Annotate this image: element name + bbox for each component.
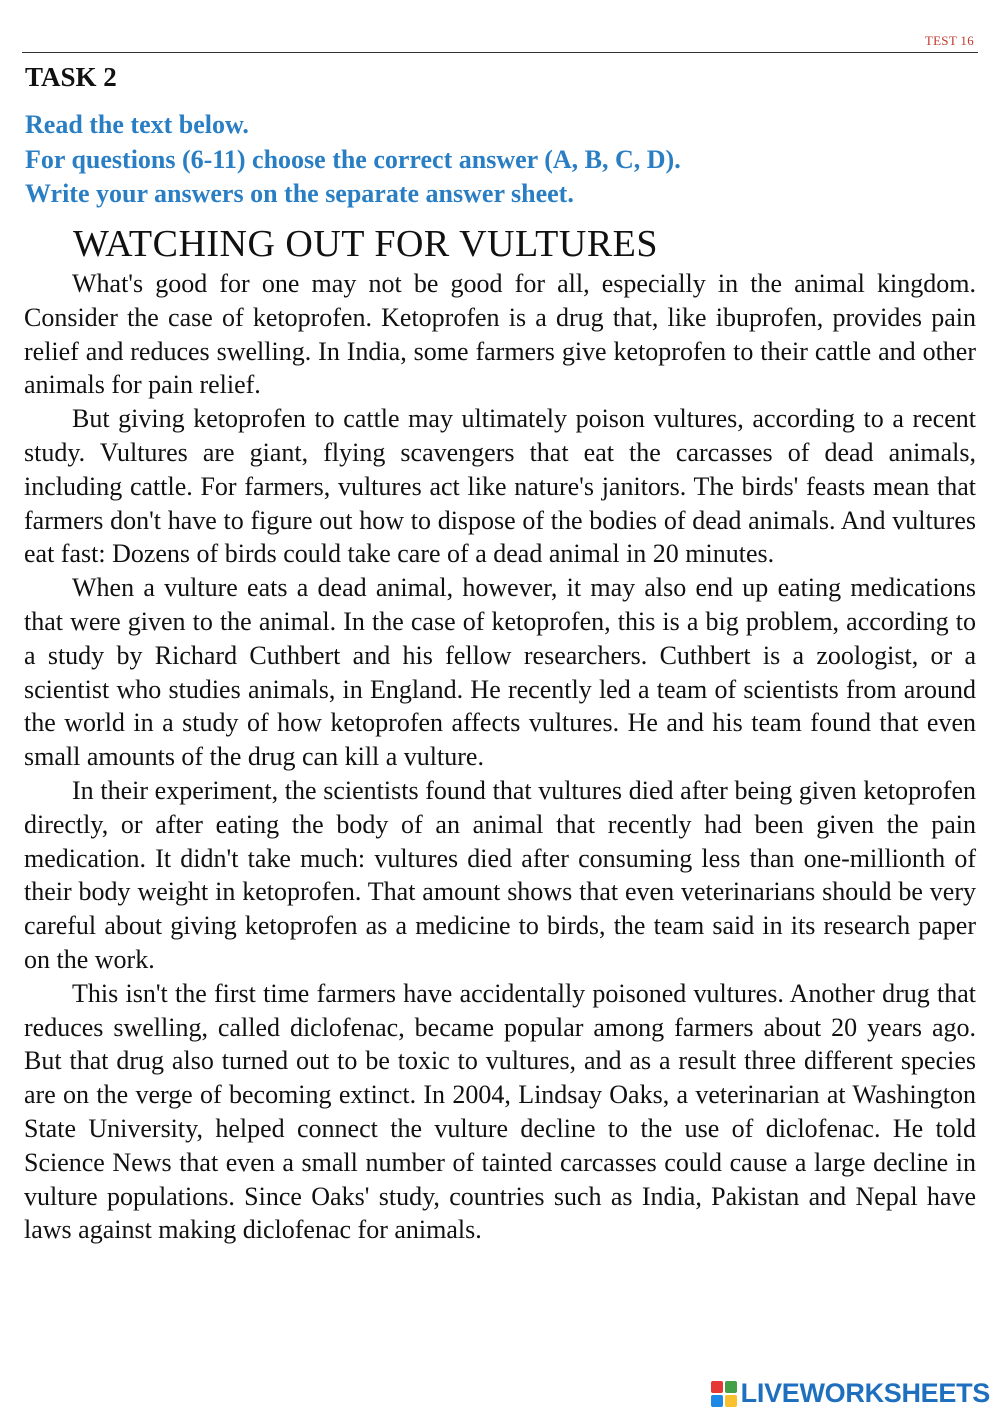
article-paragraph: What's good for one may not be good for all, especially in the animal kingdom. Consider the case of ketoprofen. Ketoprofen is a drug that, like ibuprofen, provides pain relief and reduces swelling. In India, some farmers give ketoprofen to their cattle and other animals for pain relief. — [24, 269, 976, 400]
article-body — [24, 267, 976, 1247]
article-paragraph: This isn't the first time farmers have accidentally poisoned vultures. Another drug that reduces swelling, called diclofenac, became popular among farmers about 20 years ago. But that drug also turned out to be toxic to vultures, and as a result three different species are on the verge of becoming extinct. In 2004, Lindsay Oaks, a veterinarian at Washington State University, helped connect the vulture decline to the use of diclofenac. He told Science News that even a small number of tainted carcasses could cause a large decline in vulture populations. Since Oaks' study, countries such as India, Pakistan and Nepal have laws against making diclofenac for animals. — [24, 978, 976, 1245]
header-divider — [22, 52, 978, 53]
logo-square — [725, 1381, 737, 1393]
article-title: WATCHING OUT FOR VULTURES — [73, 223, 659, 265]
instruction-line: Write your answers on the separate answer sheet. — [25, 179, 574, 208]
article-paragraph: When a vulture eats a dead animal, however, it may also end up eating medications that were given to the animal. In the case of ketoprofen, this is a big problem, according to a study by Richard Cuthbert and his fellow researchers. Cuthbert is a zoologist, or a scientist who studies animals, in England. He recently led a team of scientists from around the world in a study of how ketoprofen affects vultures. He and his team found that even small amounts of the drug can kill a vulture. — [24, 573, 976, 772]
article-paragraph: But giving ketoprofen to cattle may ultimately poison vultures, according to a recent study. Vultures are giant, flying scavengers that eat the carcasses of dead animals, including cattle. For farmers, vultures act like nature's janitors. The birds' feasts mean that farmers don't have to figure out how to dispose of the bodies of dead animals. And vultures eat fast: Dozens of birds could take care of a dead animal in 20 minutes. — [24, 404, 976, 569]
logo-text: LIVEWORKSHEETS — [740, 1378, 990, 1408]
logo-square — [711, 1381, 723, 1393]
instruction-line: Read the text below. — [25, 110, 249, 139]
task-instructions — [25, 108, 975, 212]
task-title: TASK 2 — [25, 62, 117, 92]
test-number-label: TEST 16 — [924, 33, 974, 48]
logo-square — [725, 1395, 737, 1407]
logo-square — [711, 1395, 723, 1407]
logo-grid-icon — [711, 1381, 737, 1407]
liveworksheets-logo — [711, 1378, 990, 1409]
instruction-line: For questions (6-11) choose the correct answer (A, B, C, D). — [25, 144, 681, 174]
article-paragraph: In their experiment, the scientists found that vultures died after being given ketoprofen directly, or after eating the body of an animal that recently had been given the pain medication. It didn't take much: vultures died after consuming less than one-millionth of their body weight in ketoprofen. That amount shows that even veterinarians should be very careful about giving ketoprofen as a medicine to birds, the team said in its research paper on the work. — [24, 775, 976, 974]
